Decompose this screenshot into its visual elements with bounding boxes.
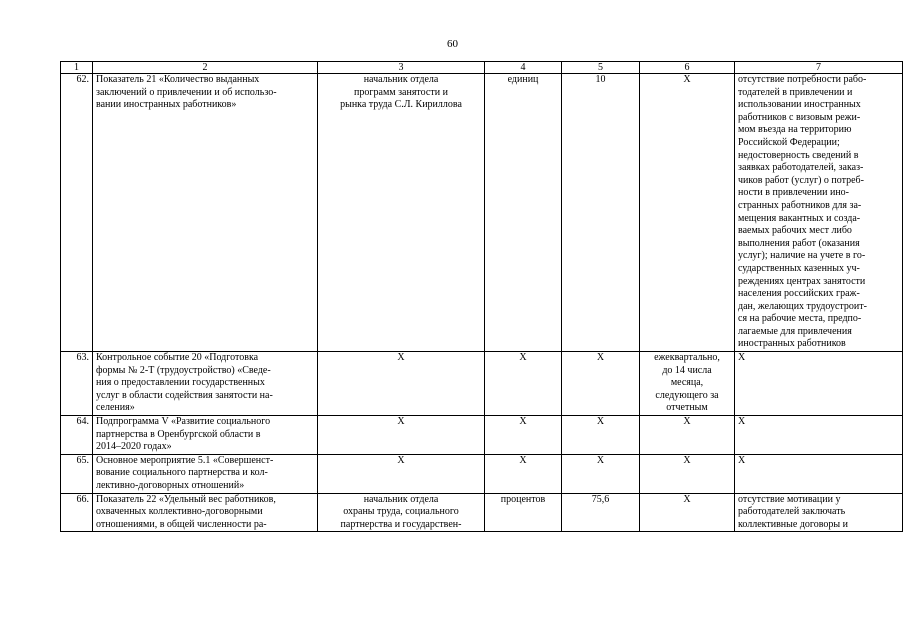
indicator-name xyxy=(93,74,318,352)
cell-text-line: рынка труда С.Л. Кириллова xyxy=(340,99,462,111)
risk-description xyxy=(735,454,903,493)
cell-text-line: Подпрограмма V «Развитие социального xyxy=(96,416,271,428)
column-header: 7 xyxy=(735,62,903,74)
cell-text-line: Х xyxy=(397,416,405,428)
cell-text-line: Х xyxy=(596,454,605,466)
cell-text-line: ности в привлечении ино- xyxy=(738,187,850,199)
cell-text-line: охраны труда, социального xyxy=(343,506,459,518)
indicator-name xyxy=(93,416,318,455)
cell-text-line: 10 xyxy=(595,74,606,85)
cell-text-line: использовании иностранных xyxy=(738,99,861,111)
cell-text-line: Х xyxy=(683,493,691,505)
unit-of-measure xyxy=(485,416,562,455)
cell-text-line: услуг в области содействия занятости на- xyxy=(96,389,273,401)
unit-of-measure xyxy=(485,74,562,352)
cell-text-line: Контрольное событие 20 «Подготовка xyxy=(96,352,259,364)
table-row xyxy=(61,454,903,493)
cell-text-line: заключений о привлечении и об использо- xyxy=(96,86,277,98)
cell-text-line: ся на рабочие места, предпо- xyxy=(738,313,862,325)
cell-text-line: дан, желающих трудоустроит- xyxy=(738,300,867,312)
table-row xyxy=(61,416,903,455)
cell-text-line: ваемых рабочих мест либо xyxy=(738,225,852,237)
column-number-row xyxy=(61,62,903,74)
cell-text-line: партнерства в Оренбургской области в xyxy=(96,428,261,440)
cell-text-line: партнерства и государствен- xyxy=(340,518,462,530)
cell-text-line: ежеквартально, xyxy=(654,352,720,364)
responsible-person xyxy=(318,416,485,455)
row-number: 65. xyxy=(61,454,93,493)
indicator-name xyxy=(93,454,318,493)
cell-text-line: реждениях центрах занятости xyxy=(738,275,866,287)
cell-text-line: иностранных работников xyxy=(738,338,846,350)
cell-text-line: начальник отдела xyxy=(363,74,439,85)
cell-text-line: программ занятости и xyxy=(354,86,448,98)
cell-text-line: следующего за xyxy=(655,389,719,401)
deadline xyxy=(640,454,735,493)
cell-text-line: формы № 2-Т (трудоустройство) «Сведе- xyxy=(96,364,271,376)
cell-text-line: сударственных казенных уч- xyxy=(738,262,860,274)
cell-text-line: начальник отдела xyxy=(363,493,439,505)
cell-text-line: коллективные договоры и xyxy=(738,518,848,530)
cell-text-line: Х xyxy=(683,416,691,428)
column-header: 1 xyxy=(61,62,93,74)
indicator-name xyxy=(93,493,318,532)
cell-text-line: месяца, xyxy=(670,377,704,389)
row-number: 63. xyxy=(61,352,93,416)
cell-text-line: Показатель 22 «Удельный вес работников, xyxy=(96,493,276,505)
cell-text-line: селения» xyxy=(96,402,135,414)
risk-description xyxy=(735,416,903,455)
cell-text-line: отчетным xyxy=(666,402,708,414)
cell-text-line: Х xyxy=(596,416,605,428)
responsible-person xyxy=(318,352,485,416)
cell-text-line: выполнения работ (оказания xyxy=(738,237,860,249)
cell-text-line: работодателей заключать xyxy=(738,506,846,518)
cell-text-line: работников с визовым режи- xyxy=(738,111,861,123)
cell-text-line: Х xyxy=(738,454,746,466)
unit-of-measure xyxy=(485,454,562,493)
unit-of-measure xyxy=(485,352,562,416)
risk-description xyxy=(735,74,903,352)
cell-text-line: заявках работодателей, заказ- xyxy=(738,162,864,174)
deadline xyxy=(640,352,735,416)
table-row xyxy=(61,352,903,416)
column-header: 2 xyxy=(93,62,318,74)
cell-text-line: услуг); наличие на учете в го- xyxy=(738,250,866,262)
cell-text-line: Х xyxy=(683,454,691,466)
cell-text-line: ния о предоставлении государственных xyxy=(96,377,265,389)
cell-text-line: 75,6 xyxy=(591,493,610,505)
risk-description xyxy=(735,493,903,532)
cell-text-line: 2014–2020 годах» xyxy=(96,441,172,453)
row-number: 64. xyxy=(61,416,93,455)
cell-text-line: тодателей в привлечении и xyxy=(738,86,853,98)
cell-text-line: чиков работ (услуг) о потреб- xyxy=(738,174,864,186)
cell-text-line: вование социального партнерства и кол- xyxy=(96,467,268,479)
column-header: 6 xyxy=(640,62,735,74)
cell-text-line: Х xyxy=(397,454,405,466)
cell-text-line: странных работников для за- xyxy=(738,199,862,211)
indicator-value xyxy=(562,454,640,493)
cell-text-line: мом въезда на территорию xyxy=(738,124,852,136)
indicator-value xyxy=(562,416,640,455)
cell-text-line: отсутствие мотивации у xyxy=(738,493,841,505)
cell-text-line: Х xyxy=(519,454,527,466)
cell-text-line: Х xyxy=(519,352,527,364)
cell-text-line: Российской Федерации; xyxy=(738,136,840,148)
column-header: 5 xyxy=(562,62,640,74)
cell-text-line: отсутствие потребности рабо- xyxy=(738,74,867,85)
cell-text-line: Х xyxy=(738,416,746,428)
cell-text-line: Х xyxy=(738,352,746,364)
cell-text-line: процентов xyxy=(500,493,546,505)
indicator-value xyxy=(562,352,640,416)
cell-text-line: лективно-договорных отношений» xyxy=(96,480,245,491)
indicator-name xyxy=(93,352,318,416)
page-number: 60 xyxy=(447,38,458,50)
cell-text-line: Х xyxy=(596,352,605,364)
responsible-person xyxy=(318,74,485,352)
cell-text-line: населения российских граж- xyxy=(738,288,860,300)
indicator-value xyxy=(562,493,640,532)
row-number: 62. xyxy=(61,74,93,352)
responsible-person xyxy=(318,493,485,532)
table-row xyxy=(61,493,903,532)
deadline xyxy=(640,493,735,532)
cell-text-line: вании иностранных работников» xyxy=(96,99,237,111)
cell-text-line: лагаемые для привлечения xyxy=(738,325,852,337)
table-row xyxy=(61,74,903,352)
indicator-value xyxy=(562,74,640,352)
cell-text-line: Х xyxy=(683,74,691,85)
data-table xyxy=(60,61,903,532)
deadline xyxy=(640,416,735,455)
cell-text-line: Показатель 21 «Количество выданных xyxy=(96,74,260,85)
cell-text-line: охваченных коллективно-договорными xyxy=(96,506,263,518)
cell-text-line: Х xyxy=(519,416,527,428)
responsible-person xyxy=(318,454,485,493)
row-number: 66. xyxy=(61,493,93,532)
cell-text-line: мещения вакантных и созда- xyxy=(738,212,861,224)
cell-text-line: единиц xyxy=(507,74,539,85)
column-header: 3 xyxy=(318,62,485,74)
column-header: 4 xyxy=(485,62,562,74)
cell-text-line: отношениями, в общей численности ра- xyxy=(96,518,267,530)
cell-text-line: до 14 числа xyxy=(662,364,712,376)
cell-text-line: недостоверность сведений в xyxy=(738,149,859,161)
cell-text-line: Основное мероприятие 5.1 «Совершенст- xyxy=(96,454,274,466)
cell-text-line: Х xyxy=(397,352,405,364)
deadline xyxy=(640,74,735,352)
risk-description xyxy=(735,352,903,416)
unit-of-measure xyxy=(485,493,562,532)
